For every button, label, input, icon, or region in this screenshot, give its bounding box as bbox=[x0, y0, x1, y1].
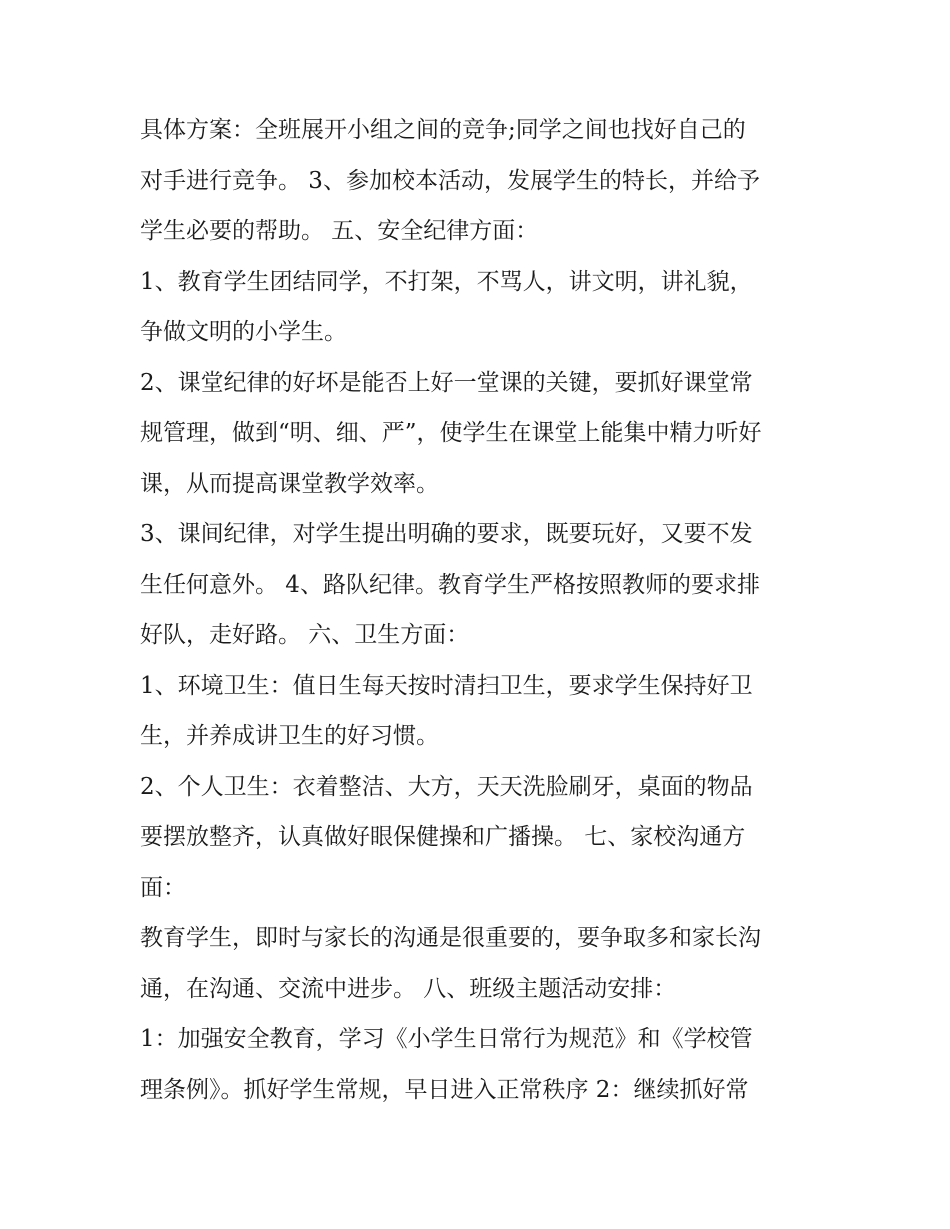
text-line: 要摆放整齐，认真做好眼保健操和广播操。 七、家校沟通方 bbox=[140, 824, 746, 850]
text-line: 教育学生，即时与家长的沟通是很重要的，要争取多和家长沟 bbox=[140, 925, 761, 951]
text-line: 具体方案：全班展开小组之间的竞争;同学之间也找好自己的 bbox=[140, 117, 746, 143]
text-line: 好队，走好路。 六、卫生方面： bbox=[140, 622, 470, 648]
text-line: 争做文明的小学生。 bbox=[140, 319, 347, 345]
text-line: 生，并养成讲卫生的好习惯。 bbox=[140, 723, 439, 749]
body-text bbox=[140, 105, 830, 1115]
text-line: 2、课堂纪律的好坏是能否上好一堂课的关键，要抓好课堂常 bbox=[140, 369, 753, 396]
text-line: 通，在沟通、交流中进步。 八、班级主题活动安排： bbox=[140, 975, 677, 1002]
text-line: 学生必要的帮助。 五、安全纪律方面： bbox=[140, 218, 539, 244]
text-line: 课，从而提高课堂教学效率。 bbox=[140, 470, 439, 497]
text-line: 1、环境卫生：值日生每天按时清扫卫生，要求学生保持好卫 bbox=[140, 672, 753, 699]
text-line: 生任何意外。 4、路队纪律。教育学生严格按照教师的要求排 bbox=[140, 571, 760, 598]
text-line: 规管理，做到“明、细、严”，使学生在课堂上能集中精力听好 bbox=[140, 420, 762, 446]
text-line: 2、个人卫生：衣着整洁、大方，天天洗脸刷牙，桌面的物品 bbox=[140, 773, 753, 800]
text-line: 3、课间纪律，对学生提出明确的要求，既要玩好，又要不发 bbox=[140, 521, 753, 547]
text-line: 对手进行竞争。 3、参加校本活动，发展学生的特长，并给予 bbox=[140, 167, 760, 194]
text-line: 面： bbox=[140, 874, 186, 901]
text-line: 1：加强安全教育，学习《小学生日常行为规范》和《学校管 bbox=[140, 1026, 753, 1052]
text-line: 1、教育学生团结同学，不打架，不骂人，讲文明，讲礼貌， bbox=[140, 268, 753, 295]
text-line: 理条例》。抓好学生常规，早日进入正常秩序 2：继续抓好常 bbox=[140, 1076, 749, 1103]
